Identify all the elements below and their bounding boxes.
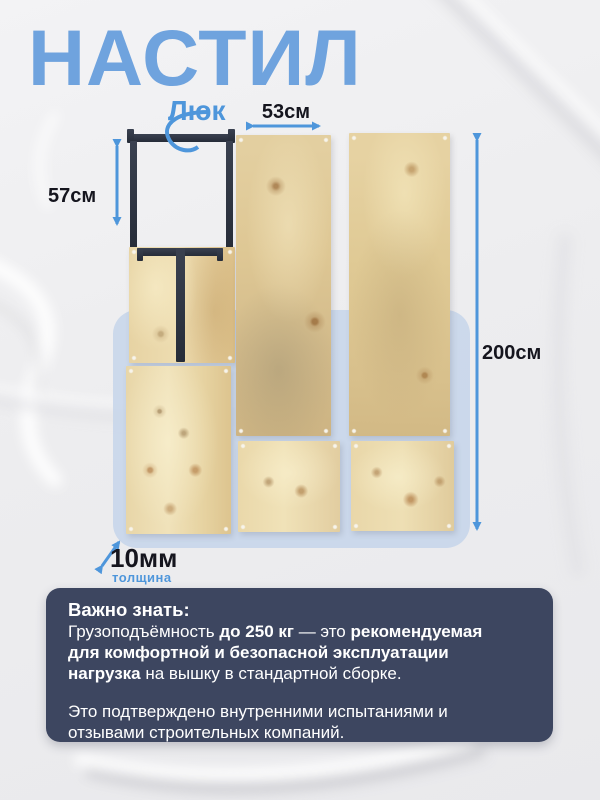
dimension-label-thickness-caption: толщина — [112, 570, 172, 585]
wood-panel-right-bottom — [351, 441, 454, 531]
hatch-label: Люк — [168, 95, 226, 126]
hatch-frame-right-bar — [226, 141, 233, 248]
info-box — [46, 588, 553, 742]
wood-panel-right-long — [349, 133, 450, 436]
info-paragraph: Это подтверждено внутренними испытаниями и отзывами строительных компаний. — [68, 702, 448, 742]
hatch-frame-left-bar — [130, 141, 137, 248]
hatch-frame-top-bar — [127, 134, 235, 142]
dimension-label-thickness: 10мм — [110, 543, 178, 573]
dimension-label-width: 53см — [261, 101, 311, 123]
page-title: НАСТИЛ — [28, 13, 362, 102]
t-bracket-right-cap — [217, 248, 223, 261]
t-bracket-vertical-bar — [176, 248, 185, 362]
info-paragraph: Грузоподъёмность до 250 кг — это рекомендуемая для комфортной и безопасной эксплуатации нагрузка на вышку в стандартной сборке. — [68, 622, 483, 683]
wood-panel-middle-bottom — [238, 441, 340, 532]
info-heading: Важно знать: — [68, 599, 190, 620]
t-bracket-left-cap — [137, 248, 143, 261]
info-paragraphs — [68, 621, 531, 743]
wood-panel-middle-long — [236, 135, 331, 436]
wood-panel-left-bottom — [126, 366, 231, 534]
dimension-label-hatch-height: 57см — [48, 185, 97, 207]
dimension-label-total-height: 200см — [482, 342, 542, 364]
